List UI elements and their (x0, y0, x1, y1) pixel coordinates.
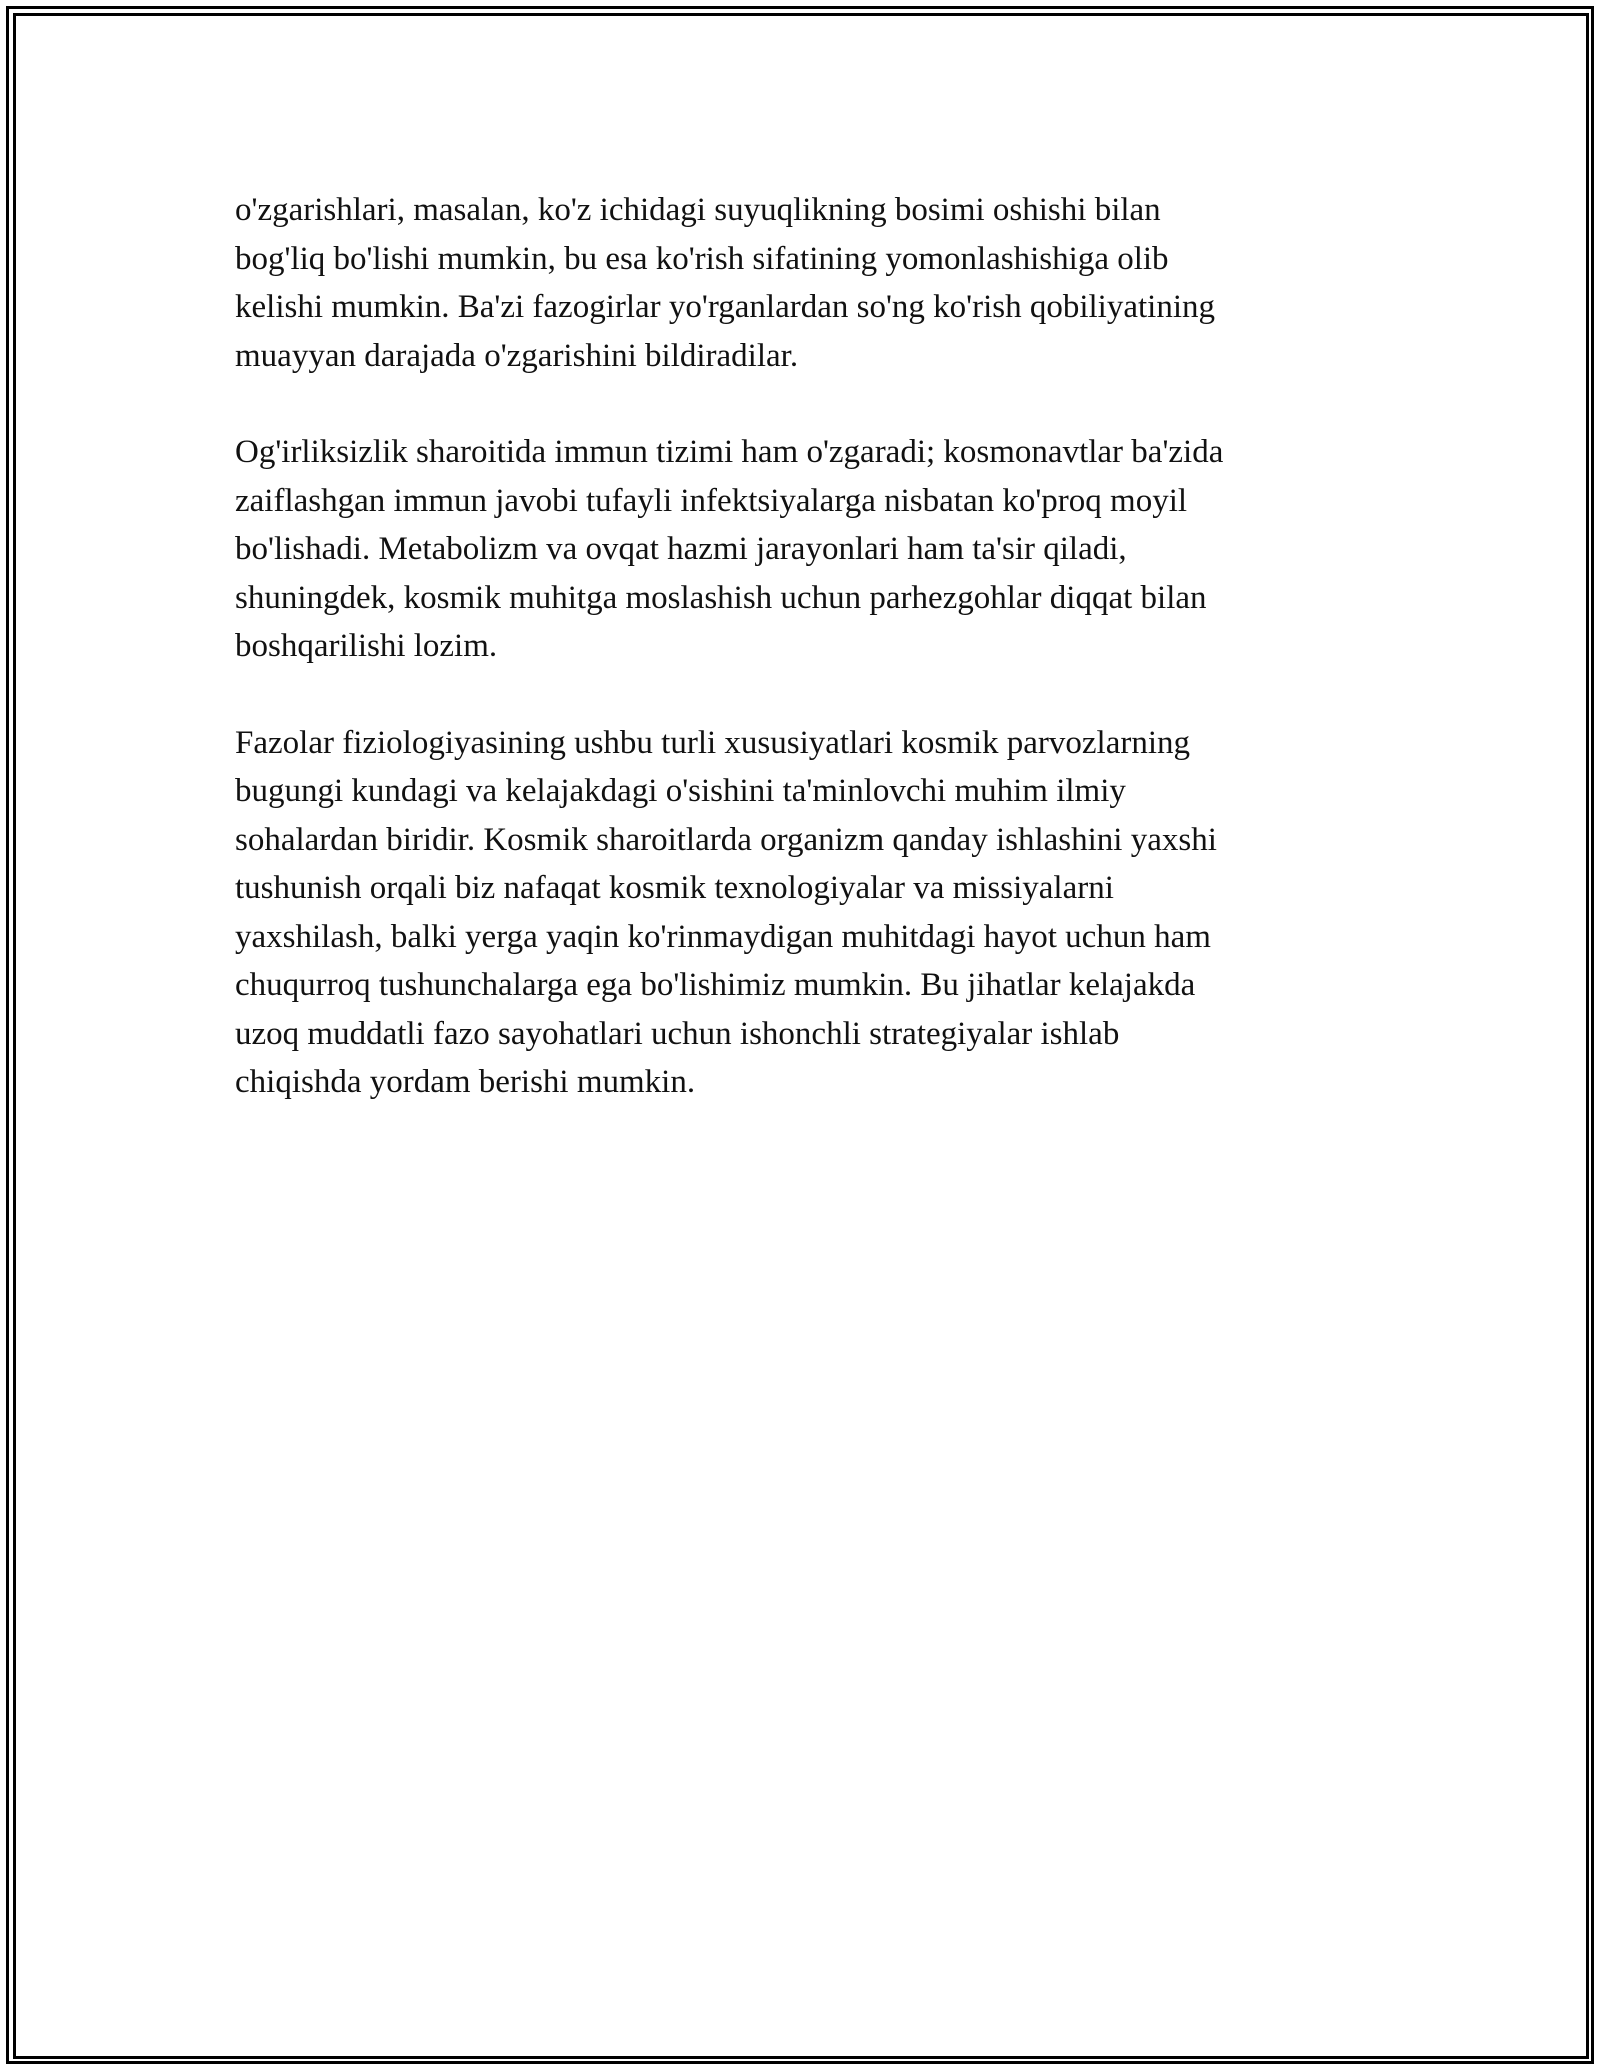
text-line: zaiflashgan immun javobi tufayli infektsiyalarga nisbatan ko'proq moyil (235, 482, 1188, 519)
text-line: boshqarilishi lozim. (235, 628, 498, 664)
text-line: shuningdek, kosmik muhitga moslashish uchun parhezgohlar diqqat bilan (235, 579, 1207, 616)
text-line: bo'lishadi. Metabolizm va ovqat hazmi jarayonlari ham ta'sir qiladi, (235, 531, 1127, 567)
text-line: Fazolar fiziologiyasining ushbu turli xususiyatlari kosmik parvozlarning (235, 724, 1191, 761)
text-line: tushunish orqali biz nafaqat kosmik texnologiyalar va missiyalarni (235, 870, 1114, 906)
text-line: uzoq muddatli fazo sayohatlari uchun ishonchli strategiyalar ishlab (235, 1015, 1120, 1052)
text-line: kelishi mumkin. Ba'zi fazogirlar yo'rganlardan so'ng ko'rish qobiliyatining (235, 289, 1215, 325)
text-line: yaxshilash, balki yerga yaqin ko'rinmaydigan muhitdagi hayot uchun ham (235, 918, 1211, 955)
text-line: bog'liq bo'lishi mumkin, bu esa ko'rish sifatining yomonlashishiga olib (235, 240, 1169, 277)
text-line: chiqishda yordam berishi mumkin. (235, 1064, 696, 1100)
text-line: muayyan darajada o'zgarishini bildiradilar. (235, 337, 799, 374)
text-line: bugungi kundagi va kelajakdagi o'sishini ta'minlovchi muhim ilmiy (235, 773, 1126, 809)
text-line: o'zgarishlari, masalan, ko'z ichidagi suyuqlikning bosimi oshishi bilan (235, 192, 1161, 228)
paragraph-3 (235, 719, 1375, 1107)
text-line: Og'irliksizlik sharoitida immun tizimi ham o'zgaradi; kosmonavtlar ba'zida (235, 434, 1224, 470)
text-line: chuqurroq tushunchalarga ega bo'lishimiz mumkin. Bu jihatlar kelajakda (235, 967, 1196, 1003)
paragraph-1 (235, 186, 1375, 380)
text-line: sohalardan biridir. Kosmik sharoitlarda organizm qanday ishlashini yaxshi (235, 821, 1217, 858)
document-body (235, 186, 1375, 1155)
paragraph-2 (235, 428, 1375, 671)
